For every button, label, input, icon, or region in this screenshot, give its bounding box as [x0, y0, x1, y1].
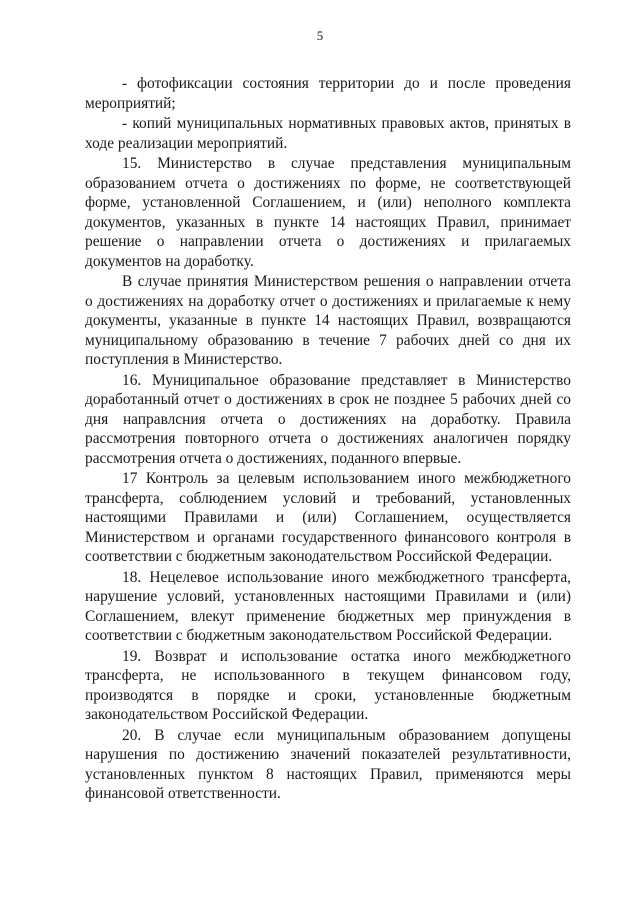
clause-20: 20. В случае если муниципальным образованием допущены нарушения по достижению значений показателей результативности, установленных пунктом 8 настоящих Правил, применяются меры финансовой ответственности. [85, 726, 571, 802]
document-body [85, 74, 571, 805]
clause-16: 16. Муниципальное образование представляет в Министерство доработанный отчет о достижениях в срок не позднее 5 рабочих дней со дня направлсния отчета о достижениях на доработку. Правила рассмотрения повторного отчета о достижениях аналогичен порядку рассмотрения отчета о достижениях, поданного впервые. [85, 371, 571, 467]
clause-17: 17 Контроль за целевым использованием иного межбюджетного трансферта, соблюдением условий и требований, установленных настоящими Правилами и (или) Соглашением, осуществляется Министерством и органами государственного финансового контроля в соответствии с бюджетным законодательством Российской Федерации. [85, 470, 571, 565]
clause-18: 18. Нецелевое использование иного межбюджетного трансферта, нарушение условий, установленных настоящими Правилами и (или) Соглашением, влекут применение бюджетных мер принуждения в соответствии с бюджетным законодательством Российской Федерации. [85, 568, 571, 644]
clause-15-return: В случае принятия Министерством решения о направлении отчета о достижениях на доработку отчет о достижениях и прилагаемые к нему документы, указанные в пункте 14 настоящих Правил, возвращаются муниципальному образованию в течение 7 рабочих дней со дня их поступления в Министерство. [85, 273, 571, 368]
list-item-municipal-acts: - копий муниципальных нормативных правовых актов, принятых в ходе реализации мероприятий. [85, 115, 571, 152]
page-number: 5 [316, 28, 324, 43]
list-item-photo-fixation: - фотофиксации состояния территории до и после проведения мероприятий; [85, 75, 571, 112]
clause-15: 15. Министерство в случае представления муниципальным образованием отчета о достижениях по форме, не соответствующей форме, установленной Соглашением, и (или) неполного комплекта документов, указанных в пункте 14 настоящих Правил, принимает решение о направлении отчета о достижениях и прилагаемых документов на доработку. [85, 155, 571, 270]
clause-19: 19. Возврат и использование остатка иного межбюджетного трансферта, не использованного в текущем финансовом году, производятся в порядке и сроки, установленные бюджетным законодательством Российской Федерации. [85, 647, 571, 723]
